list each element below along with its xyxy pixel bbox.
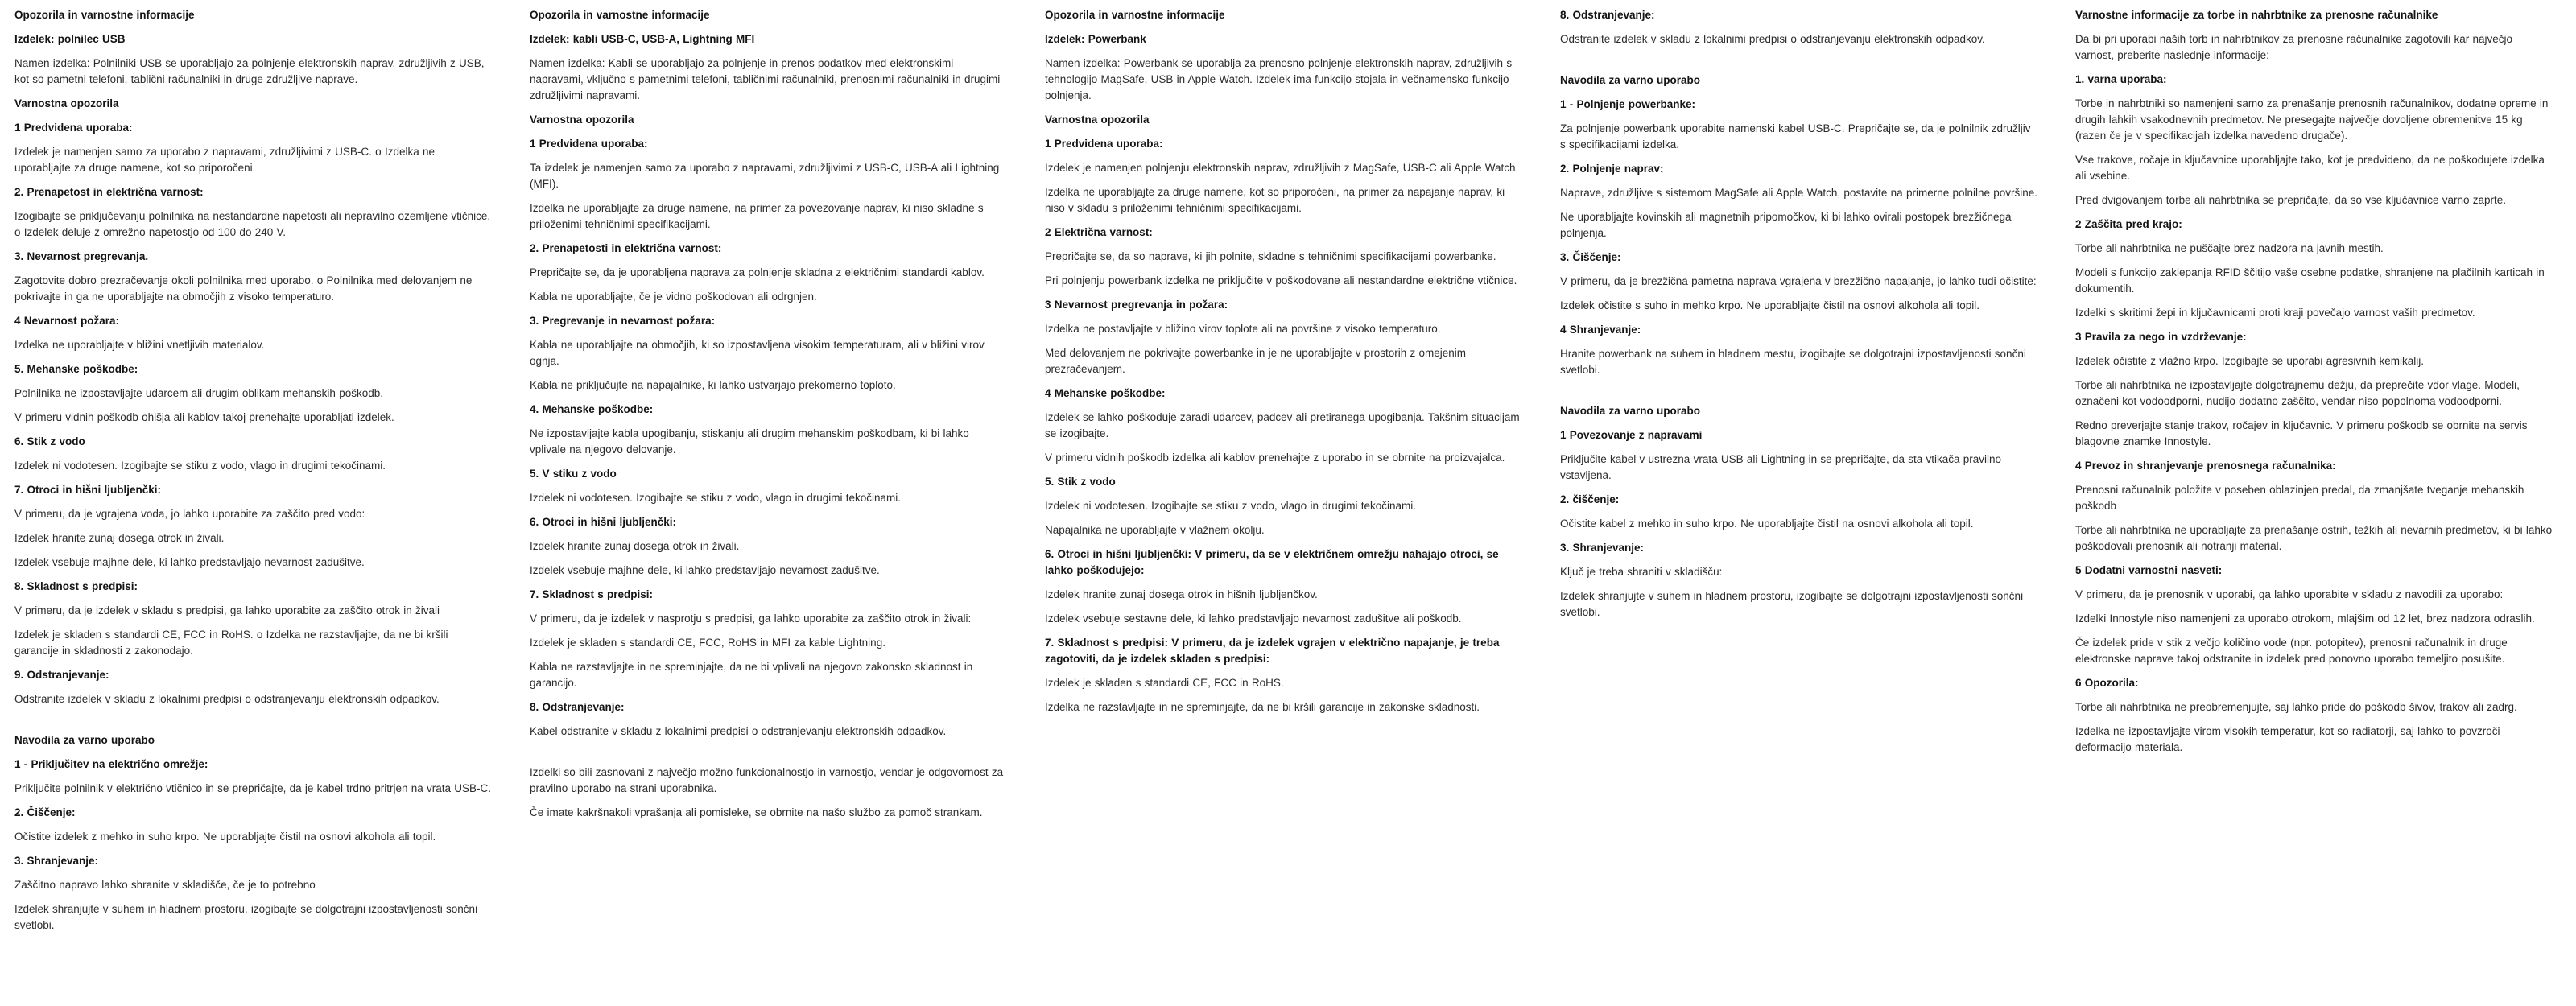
section-heading: Varnostna opozorila xyxy=(530,113,634,126)
paragraph: Izdelek je namenjen polnjenju elektronskih naprav, združljivih z MagSafe, USB-C ali Apple Watch. xyxy=(1045,162,1519,174)
paragraph: Očistite kabel z mehko in suho krpo. Ne uporabljajte čistil na osnovi alkohola ali topil. xyxy=(1560,517,1974,530)
paragraph: Izdelek je skladen s standardi CE, FCC, RoHS in MFI za kable Lightning. xyxy=(530,637,886,649)
section-heading: 8. Skladnost s predpisi: xyxy=(14,580,138,592)
column-laptop-bags-safety xyxy=(2061,7,2576,1006)
section-heading: 4 Shranjevanje: xyxy=(1560,324,1641,336)
section-heading: 3 Pravila za nego in vzdrževanje: xyxy=(2075,331,2247,343)
section-heading: 6. Otroci in hišni ljubljenčki: V primeru, da se v električnem omrežju nahajajo otroci, se lahko poškodujejo: xyxy=(1045,548,1499,576)
paragraph: Za polnjenje powerbank uporabite namenski kabel USB-C. Prepričajte se, da je polnilnik združljiv s specifikacijami izdelka. xyxy=(1560,122,2031,150)
section-heading: 3 Nevarnost pregrevanja in požara: xyxy=(1045,299,1228,311)
paragraph: V primeru, da je izdelek v skladu s predpisi, ga lahko uporabite za zaščito otrok in živali xyxy=(14,604,440,616)
paragraph: V primeru, da je vgrajena voda, jo lahko uporabite za zaščito pred vodo: xyxy=(14,508,365,520)
paragraph: Izdelek je skladen s standardi CE, FCC in RoHS. o Izdelka ne razstavljajte, da ne bi kršili garancije in skladnosti z zakonodajo. xyxy=(14,629,448,657)
section-heading: 2. Čiščenje: xyxy=(14,806,76,818)
section-heading: 1. varna uporaba: xyxy=(2075,73,2167,85)
paragraph: Če imate kakršnakoli vprašanja ali pomisleke, se obrnite na našo službo za pomoč strankam. xyxy=(530,806,983,818)
paragraph: Kabel odstranite v skladu z lokalnimi predpisi o odstranjevanju elektronskih odpadkov. xyxy=(530,725,947,737)
section-heading: 8. Odstranjevanje: xyxy=(530,701,625,713)
paragraph: Kabla ne uporabljajte na območjih, ki so izpostavljena visokim temperaturam, ali v bližini virov ognja. xyxy=(530,339,985,367)
section-heading: 2 Električna varnost: xyxy=(1045,226,1153,238)
paragraph: Izdelek shranjujte v suhem in hladnem prostoru, izogibajte se dolgotrajni izpostavljenosti sončni svetlobi. xyxy=(14,903,478,931)
section-heading: 2 Zaščita pred krajo: xyxy=(2075,218,2182,230)
section-heading: 6 Opozorila: xyxy=(2075,677,2139,689)
paragraph: V primeru, da je brezžična pametna naprava vgrajena v brezžično napajanje, jo lahko tudi očistite: xyxy=(1560,275,2037,287)
paragraph: Prenosni računalnik položite v poseben oblazinjen predal, da zmanjšate tveganje mehanskih poškodb xyxy=(2075,484,2524,512)
paragraph: Izdelek hranite zunaj dosega otrok in živali. xyxy=(530,540,740,552)
section-heading: Izdelek: Powerbank xyxy=(1045,33,1146,45)
paragraph: Kabla ne priključujte na napajalnike, ki lahko ustvarjajo prekomerno toploto. xyxy=(530,379,896,391)
section-heading: 8. Odstranjevanje: xyxy=(1560,9,1655,21)
paragraph: V primeru vidnih poškodb izdelka ali kablov prenehajte z uporabo in se obrnite na proizvajalca. xyxy=(1045,451,1505,464)
section-heading: 6. Otroci in hišni ljubljenčki: xyxy=(530,516,677,528)
paragraph: Torbe ali nahrbtnika ne puščajte brez nadzora na javnih mestih. xyxy=(2075,242,2384,254)
paragraph: Pred dvigovanjem torbe ali nahrbtnika se prepričajte, da so vse ključavnice varno zaprte. xyxy=(2075,194,2507,206)
section-heading: 6. Stik z vodo xyxy=(14,435,85,447)
section-heading: 2. Prenapetost in električna varnost: xyxy=(14,186,204,198)
vertical-spacer xyxy=(1560,56,2038,72)
section-heading: 1 - Priključitev na električno omrežje: xyxy=(14,758,208,770)
section-heading: 7. Otroci in hišni ljubljenčki: xyxy=(14,484,162,496)
section-heading: Varnostna opozorila xyxy=(1045,113,1150,126)
paragraph: V primeru, da je prenosnik v uporabi, ga lahko uporabite v skladu z navodili za uporabo: xyxy=(2075,588,2504,600)
paragraph: Torbe ali nahrbtnika ne izpostavljajte dolgotrajnemu dežju, da preprečite vdor vlage. Modeli, označeni kot vodoodporni, nudijo dodatno zaščito, vendar niso popolnoma vodoodporni. xyxy=(2075,379,2520,407)
paragraph: Torbe ali nahrbtnika ne preobremenjujte, saj lahko pride do poškodb šivov, trakov ali zadrg. xyxy=(2075,701,2517,713)
section-heading: 5 Dodatni varnostni nasveti: xyxy=(2075,564,2223,576)
section-heading: 2. čiščenje: xyxy=(1560,493,1620,505)
section-heading: 3. Shranjevanje: xyxy=(1560,542,1645,554)
paragraph: Odstranite izdelek v skladu z lokalnimi predpisi o odstranjevanju elektronskih odpadkov. xyxy=(14,693,440,705)
section-heading: Navodila za varno uporabo xyxy=(1560,74,1701,86)
paragraph: Redno preverjajte stanje trakov, ročajev in ključavnic. V primeru poškodb se obrnite na servis blagovne znamke Innostyle. xyxy=(2075,419,2528,447)
paragraph: Torbe ali nahrbtnika ne uporabljajte za prenašanje ostrih, težkih ali nevarnih predmetov, ki bi lahko poškodovali prenosnik ali notranji material. xyxy=(2075,524,2553,552)
section-heading: 9. Odstranjevanje: xyxy=(14,669,109,681)
section-heading: Opozorila in varnostne informacije xyxy=(530,9,710,21)
section-heading: 1 Predvidena uporaba: xyxy=(1045,138,1163,150)
vertical-spacer xyxy=(1560,386,2038,403)
paragraph: Ta izdelek je namenjen samo za uporabo z napravami, združljivimi z USB-C, USB-A ali Lightning (MFI). xyxy=(530,162,1000,190)
column-usb-charger-warnings xyxy=(0,7,515,1006)
section-heading: 3. Pregrevanje in nevarnost požara: xyxy=(530,315,716,327)
paragraph: Izdelki Innostyle niso namenjeni za uporabo otrokom, mlajšim od 12 let, brez nadzora odraslih. xyxy=(2075,612,2535,625)
paragraph: Zagotovite dobro prezračevanje okoli polnilnika med uporabo. o Polnilnika med delovanjem ne pokrivajte in ga ne uporabljajte na območjih z visoko temperaturo. xyxy=(14,274,473,303)
paragraph: Izdelka ne uporabljajte za druge namene, na primer za povezovanje naprav, ki niso skladne s priloženimi tehničnimi specifikacijami. xyxy=(530,202,984,230)
paragraph: Napajalnika ne uporabljajte v vlažnem okolju. xyxy=(1045,524,1265,536)
section-heading: 5. V stiku z vodo xyxy=(530,468,617,480)
paragraph: Odstranite izdelek v skladu z lokalnimi predpisi o odstranjevanju elektronskih odpadkov. xyxy=(1560,33,1985,45)
paragraph: Ne uporabljajte kovinskih ali magnetnih pripomočkov, ki bi lahko ovirali postopek brezžičnega polnjenja. xyxy=(1560,211,2012,239)
paragraph: Namen izdelka: Kabli se uporabljajo za polnjenje in prenos podatkov med elektronskimi napravami, vključno s pametnimi telefoni, tabličnimi računalniki, prenosnimi računalniki in drugimi združljivimi napravami. xyxy=(530,57,1001,101)
paragraph: Izdelek vsebuje majhne dele, ki lahko predstavljajo nevarnost zadušitve. xyxy=(530,564,880,576)
vertical-spacer xyxy=(530,748,1008,765)
section-heading: Varnostne informacije za torbe in nahrbtnike za prenosne računalnike xyxy=(2075,9,2438,21)
section-heading: 1 Predvidena uporaba: xyxy=(530,138,648,150)
paragraph: Izdelka ne uporabljajte za druge namene, kot so priporočeni, na primer za napajanje naprav, ki niso v skladu s priloženimi tehničnimi specifikacijami. xyxy=(1045,186,1505,214)
section-heading: 3. Nevarnost pregrevanja. xyxy=(14,250,149,262)
paragraph: Namen izdelka: Powerbank se uporablja za prenosno polnjenje elektronskih naprav, združljivih s tehnologijo MagSafe, USB in Apple Watch. Izdelek ima funkcijo stojala in večnamensko funkcijo polnjenja. xyxy=(1045,57,1513,101)
section-heading: Opozorila in varnostne informacije xyxy=(1045,9,1225,21)
paragraph: V primeru, da je izdelek v nasprotju s predpisi, ga lahko uporabite za zaščito otrok in živali: xyxy=(530,612,972,625)
paragraph: Izdelek vsebuje sestavne dele, ki lahko predstavljajo nevarnost zadušitve ali poškodb. xyxy=(1045,612,1462,625)
paragraph: Izdelek shranjujte v suhem in hladnem prostoru, izogibajte se dolgotrajni izpostavljenosti sončni svetlobi. xyxy=(1560,590,2024,618)
section-heading: 1 Predvidena uporaba: xyxy=(14,122,133,134)
section-heading: 1 - Polnjenje powerbanke: xyxy=(1560,98,1696,110)
column-powerbank-usage-and-cable-usage xyxy=(1546,7,2061,1006)
paragraph: Polnilnika ne izpostavljajte udarcem ali drugim oblikam mehanskih poškodb. xyxy=(14,387,383,399)
column-powerbank-warnings xyxy=(1030,7,1546,1006)
paragraph: Naprave, združljive s sistemom MagSafe ali Apple Watch, postavite na primerne polnilne površine. xyxy=(1560,187,2038,199)
paragraph: Hranite powerbank na suhem in hladnem mestu, izogibajte se dolgotrajni izpostavljenosti sončni svetlobi. xyxy=(1560,348,2026,376)
section-heading: 2. Polnjenje naprav: xyxy=(1560,163,1664,175)
paragraph: Izdelka ne postavljajte v bližino virov toplote ali na površine z visoko temperaturo. xyxy=(1045,323,1441,335)
paragraph: Izdelek se lahko poškoduje zaradi udarcev, padcev ali pretiranega upogibanja. Takšnim situacijam se izogibajte. xyxy=(1045,411,1520,439)
section-heading: 5. Mehanske poškodbe: xyxy=(14,363,138,375)
section-heading: Izdelek: kabli USB-C, USB-A, Lightning MFI xyxy=(530,33,755,45)
section-heading: 2. Prenapetosti in električna varnost: xyxy=(530,242,722,254)
section-heading: 7. Skladnost s predpisi: V primeru, da je izdelek vgrajen v električno napajanje, je treba zagotoviti, da je izdelek skladen s predpisi: xyxy=(1045,637,1500,665)
paragraph: Kabla ne uporabljajte, če je vidno poškodovan ali odrgnjen. xyxy=(530,291,817,303)
section-heading: 5. Stik z vodo xyxy=(1045,476,1116,488)
paragraph: Če izdelek pride v stik z večjo količino vode (npr. potopitev), prenosni računalnik in druge elektronske naprave takoj odstranite in izdelek pred ponovno uporabo temeljito posušite. xyxy=(2075,637,2508,665)
paragraph: Prepričajte se, da so naprave, ki jih polnite, skladne s tehničnimi specifikacijami powerbanke. xyxy=(1045,250,1496,262)
paragraph: Izdelki so bili zasnovani z največjo možno funkcionalnostjo in varnostjo, vendar je odgovornost za pravilno uporabo na strani uporabnika. xyxy=(530,766,1004,794)
paragraph: Ključ je treba shraniti v skladišču: xyxy=(1560,566,1723,578)
section-heading: 1 Povezovanje z napravami xyxy=(1560,429,1703,441)
paragraph: Priključite kabel v ustrezna vrata USB ali Lightning in se prepričajte, da sta vtikača pravilno vstavljena. xyxy=(1560,453,2002,481)
paragraph: Očistite izdelek z mehko in suho krpo. Ne uporabljajte čistil na osnovi alkohola ali topil. xyxy=(14,831,436,843)
paragraph: Izdelek ni vodotesen. Izogibajte se stiku z vodo, vlago in drugimi tekočinami. xyxy=(530,492,901,504)
paragraph: Izdelka ne uporabljajte v bližini vnetljivih materialov. xyxy=(14,339,265,351)
paragraph: Priključite polnilnik v električno vtičnico in se prepričajte, da je kabel trdno pritrjen na vrata USB-C. xyxy=(14,782,492,794)
paragraph: V primeru vidnih poškodb ohišja ali kablov takoj prenehajte uporabljati izdelek. xyxy=(14,411,394,423)
paragraph: Izdelek hranite zunaj dosega otrok in hišnih ljubljenčkov. xyxy=(1045,588,1318,600)
section-heading: 7. Skladnost s predpisi: xyxy=(530,588,654,600)
paragraph: Izdelka ne razstavljajte in ne spreminjajte, da ne bi kršili garancije in zakonske skladnosti. xyxy=(1045,701,1480,713)
section-heading: Izdelek: polnilec USB xyxy=(14,33,126,45)
paragraph: Namen izdelka: Polnilniki USB se uporabljajo za polnjenje elektronskih naprav, združljivih z USB, kot so pametni telefoni, tablični računalniki in druge združljive naprave. xyxy=(14,57,485,85)
section-heading: 4 Mehanske poškodbe: xyxy=(1045,387,1166,399)
paragraph: Izdelek ni vodotesen. Izogibajte se stiku z vodo, vlago in drugimi tekočinami. xyxy=(1045,500,1416,512)
section-heading: 3. Čiščenje: xyxy=(1560,251,1621,263)
paragraph: Torbe in nahrbtniki so namenjeni samo za prenašanje prenosnih računalnikov, dodatne opreme in drugih lahkih vsakodnevnih predmetov. Ne presegajte največje dovoljene obremenitve 15 kg (razen če je v specifikacijah izdelka navedeno drugače). xyxy=(2075,97,2549,142)
paragraph: Kabla ne razstavljajte in ne spreminjajte, da ne bi vplivali na njegovo zakonsko skladnost in garancijo. xyxy=(530,661,973,689)
section-heading: 4. Mehanske poškodbe: xyxy=(530,403,654,415)
section-heading: Varnostna opozorila xyxy=(14,97,119,109)
column-cables-warnings xyxy=(515,7,1030,1006)
paragraph: Med delovanjem ne pokrivajte powerbanke in je ne uporabljajte v prostorih z omejenim prezračevanjem. xyxy=(1045,347,1467,375)
section-heading: 4 Nevarnost požara: xyxy=(14,315,120,327)
paragraph: Vse trakove, ročaje in ključavnice uporabljajte tako, kot je predvideno, da ne poškodujete izdelka ali vsebine. xyxy=(2075,154,2545,182)
paragraph: Izdelek ni vodotesen. Izogibajte se stiku z vodo, vlago in drugimi tekočinami. xyxy=(14,460,386,472)
vertical-spacer xyxy=(14,715,493,732)
paragraph: Izdelek očistite z vlažno krpo. Izogibajte se uporabi agresivnih kemikalij. xyxy=(2075,355,2424,367)
paragraph: Izdelka ne izpostavljajte virom visokih temperatur, kot so radiatorji, saj lahko to povzroči deformacijo materiala. xyxy=(2075,725,2500,753)
paragraph: Izdelek vsebuje majhne dele, ki lahko predstavljajo nevarnost zadušitve. xyxy=(14,556,365,568)
section-heading: Navodila za varno uporabo xyxy=(1560,405,1701,417)
section-heading: 4 Prevoz in shranjevanje prenosnega računalnika: xyxy=(2075,460,2336,472)
paragraph: Da bi pri uporabi naših torb in nahrbtnikov za prenosne računalnike zagotovili kar največjo varnost, preberite naslednje informacije: xyxy=(2075,33,2513,61)
paragraph: Zaščitno napravo lahko shranite v skladišče, če je to potrebno xyxy=(14,879,316,891)
paragraph: Izogibajte se priključevanju polnilnika na nestandardne napetosti ali nepravilno ozemljene vtičnice. o Izdelek deluje z omrežno napetostjo od 100 do 240 V. xyxy=(14,210,491,238)
paragraph: Modeli s funkcijo zaklepanja RFID ščitijo vaše osebne podatke, shranjene na plačilnih karticah in dokumentih. xyxy=(2075,266,2545,295)
paragraph: Izdelki s skritimi žepi in ključavnicami proti kraji povečajo varnost vaših predmetov. xyxy=(2075,307,2475,319)
paragraph: Izdelek hranite zunaj dosega otrok in živali. xyxy=(14,532,225,544)
paragraph: Izdelek je namenjen samo za uporabo z napravami, združljivimi z USB-C. o Izdelka ne uporabljajte za druge namene, kot so priporočeni. xyxy=(14,146,435,174)
paragraph: Ne izpostavljajte kabla upogibanju, stiskanju ali drugim mehanskim poškodbam, ki bi lahko vplivale na njegovo delovanje. xyxy=(530,427,969,456)
section-heading: 3. Shranjevanje: xyxy=(14,855,99,867)
section-heading: Opozorila in varnostne informacije xyxy=(14,9,195,21)
paragraph: Prepričajte se, da je uporabljena naprava za polnjenje skladna z električnimi standardi kablov. xyxy=(530,266,985,278)
section-heading: Navodila za varno uporabo xyxy=(14,734,155,746)
paragraph: Izdelek je skladen s standardi CE, FCC in RoHS. xyxy=(1045,677,1284,689)
paragraph: Pri polnjenju powerbank izdelka ne priključite v poškodovane ali nestandardne električne vtičnice. xyxy=(1045,274,1517,287)
paragraph: Izdelek očistite s suho in mehko krpo. Ne uporabljajte čistil na osnovi alkohola ali topil. xyxy=(1560,299,1980,311)
